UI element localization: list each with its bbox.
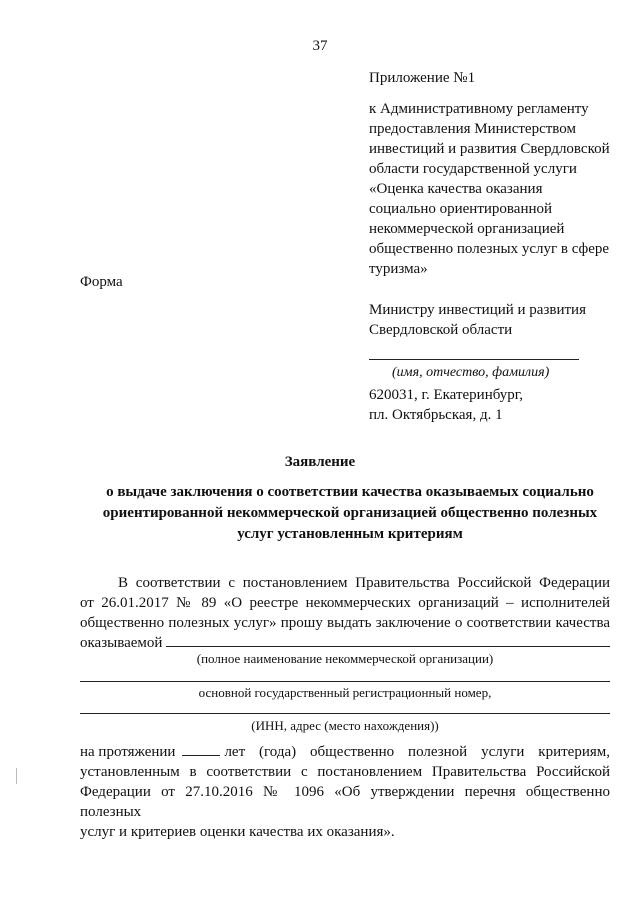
appendix-line: социально ориентированной <box>369 201 553 217</box>
subheading-line: ориентированной некоммерческой организацией общественно полезных <box>102 505 598 521</box>
document-subheading <box>90 482 610 545</box>
p2-line: Федерации от 27.10.2016 № 1096 «Об утверждении перечня общественно полезных <box>80 784 610 820</box>
appendix-line: области государственной услуги <box>369 161 577 177</box>
appendix-line: общественно полезных услуг в сфере <box>369 241 610 257</box>
inn-address-field[interactable] <box>80 712 610 714</box>
p1-line: общественно полезных услуг» прошу выдать заключение о соответствии качества <box>80 615 610 631</box>
p2-start: на протяжении <box>80 744 176 760</box>
p2-after-blank: лет (года) общественно полезной услуги критериям, <box>224 744 610 760</box>
signature-caption: (имя, отчество, фамилия) <box>392 365 550 380</box>
years-field[interactable] <box>182 742 220 756</box>
page-number: 37 <box>312 38 328 54</box>
p2-line: услуг и критериев оценки качества их оказания». <box>80 824 395 840</box>
org-name-field[interactable] <box>166 633 610 647</box>
address-line: пл. Октябрьская, д. 1 <box>369 407 503 423</box>
body-paragraph-2 <box>80 742 610 842</box>
p2-line: установленным в соответствии с постановлением Правительства Российской <box>80 764 610 780</box>
appendix-line: «Оценка качества оказания <box>369 181 543 197</box>
appendix-line: инвестиций и развития Свердловской <box>369 141 610 157</box>
ogrn-field[interactable] <box>80 680 610 682</box>
appendix-line: туризма» <box>369 261 428 277</box>
body-paragraph-1 <box>80 573 610 653</box>
appendix-title: Приложение №1 <box>369 70 476 86</box>
addressee-line: Свердловской области <box>369 322 513 338</box>
form-label: Форма <box>80 274 123 290</box>
document-heading: Заявление <box>284 454 356 470</box>
p1-line: оказываемой <box>80 635 163 651</box>
caption-org-name: (полное наименование некоммерческой организации) <box>196 651 494 666</box>
scan-edge-mark <box>16 768 17 784</box>
addressee-block <box>369 300 629 340</box>
address-line: 620031, г. Екатеринбург, <box>369 387 523 403</box>
signature-line[interactable] <box>369 358 579 360</box>
p1-line: В соответствии с постановлением Правительства Российской Федерации <box>118 575 610 591</box>
p1-line: от 26.01.2017 № 89 «О реестре некоммерческих организаций – исполнителей <box>80 595 610 611</box>
addressee-line: Министру инвестиций и развития <box>369 302 586 318</box>
subheading-line: о выдаче заключения о соответствии качества оказываемых социально <box>106 484 594 500</box>
appendix-block <box>369 68 629 279</box>
appendix-line: некоммерческой организацией <box>369 221 565 237</box>
subheading-line: услуг установленным критериям <box>237 526 463 542</box>
appendix-line: предоставления Министерством <box>369 121 576 137</box>
appendix-line: к Административному регламенту <box>369 101 589 117</box>
caption-inn: (ИНН, адрес (место нахождения)) <box>251 718 439 733</box>
caption-ogrn: основной государственный регистрационный номер, <box>198 685 492 700</box>
addressee-address <box>369 385 523 425</box>
